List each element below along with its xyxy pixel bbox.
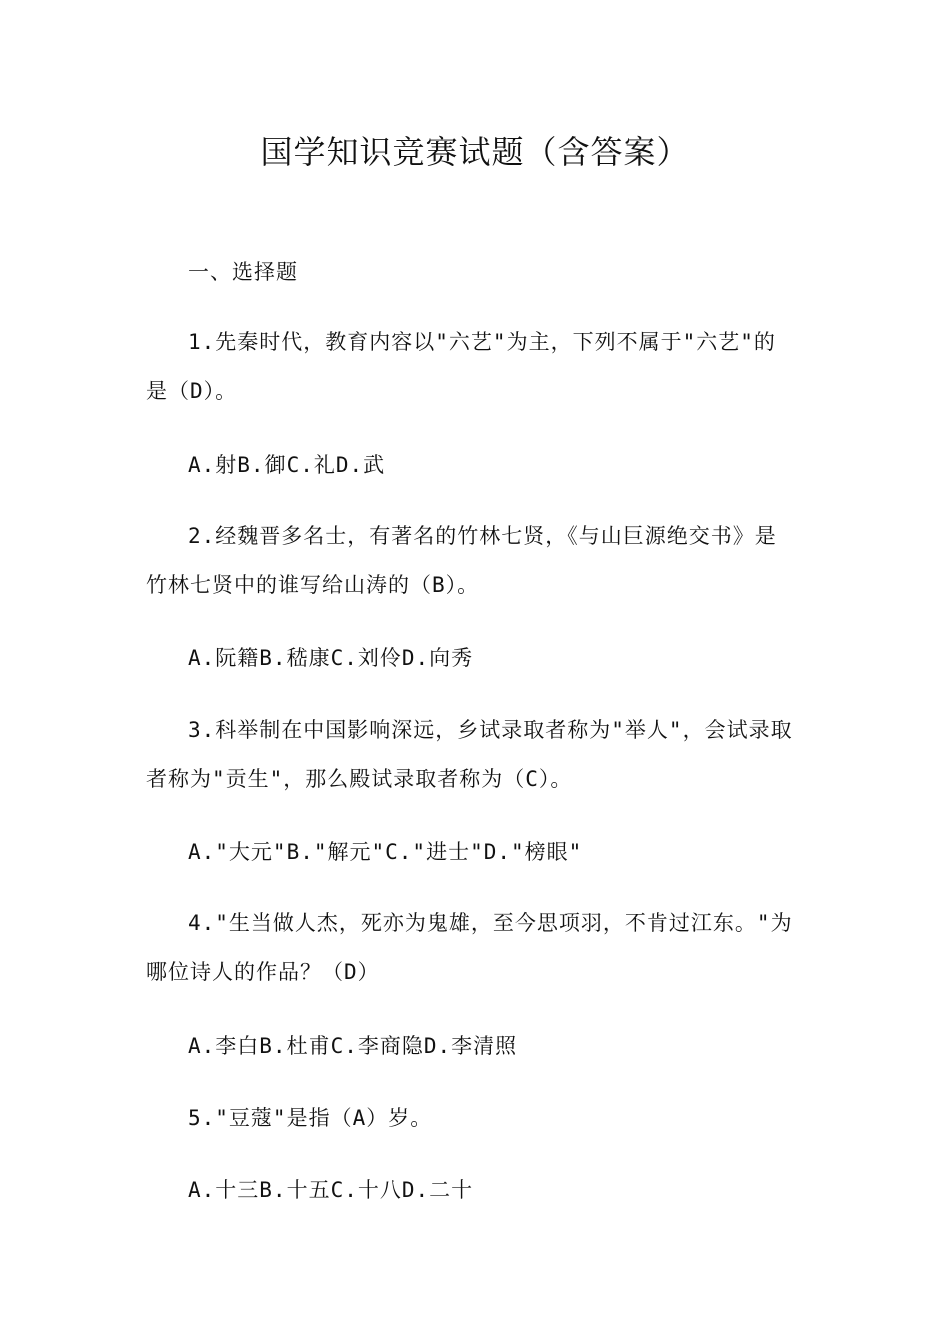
- question-3: 3.科举制在中国影响深远，乡试录取者称为"举人"，会试录取者称为"贡生"，那么殿试录取者称为（C）。: [146, 718, 793, 791]
- question-5-options: A.十三B.十五C.十八D.二十: [188, 1178, 474, 1202]
- question-2: 2.经魏晋多名士，有著名的竹林七贤，《与山巨源绝交书》是竹林七贤中的谁写给山涛的（B）。: [146, 524, 777, 597]
- question-1: 1.先秦时代，教育内容以"六艺"为主，下列不属于"六艺"的是（D）。: [146, 330, 776, 403]
- question-1-options: A.射B.御C.礼D.武: [188, 453, 386, 477]
- question-4: 4."生当做人杰，死亦为鬼雄，至今思项羽，不肯过江东。"为哪位诗人的作品？（D）: [146, 911, 793, 984]
- question-5: 5."豆蔻"是指（A）岁。: [188, 1106, 433, 1130]
- question-3-options: A."大元"B."解元"C."进士"D."榜眼": [188, 840, 583, 864]
- section-heading: 一、选择题: [188, 260, 298, 284]
- document-title: 国学知识竞赛试题（含答案）: [260, 133, 690, 171]
- question-4-options: A.李白B.杜甫C.李商隐D.李清照: [188, 1034, 518, 1058]
- question-2-options: A.阮籍B.嵇康C.刘伶D.向秀: [188, 646, 474, 670]
